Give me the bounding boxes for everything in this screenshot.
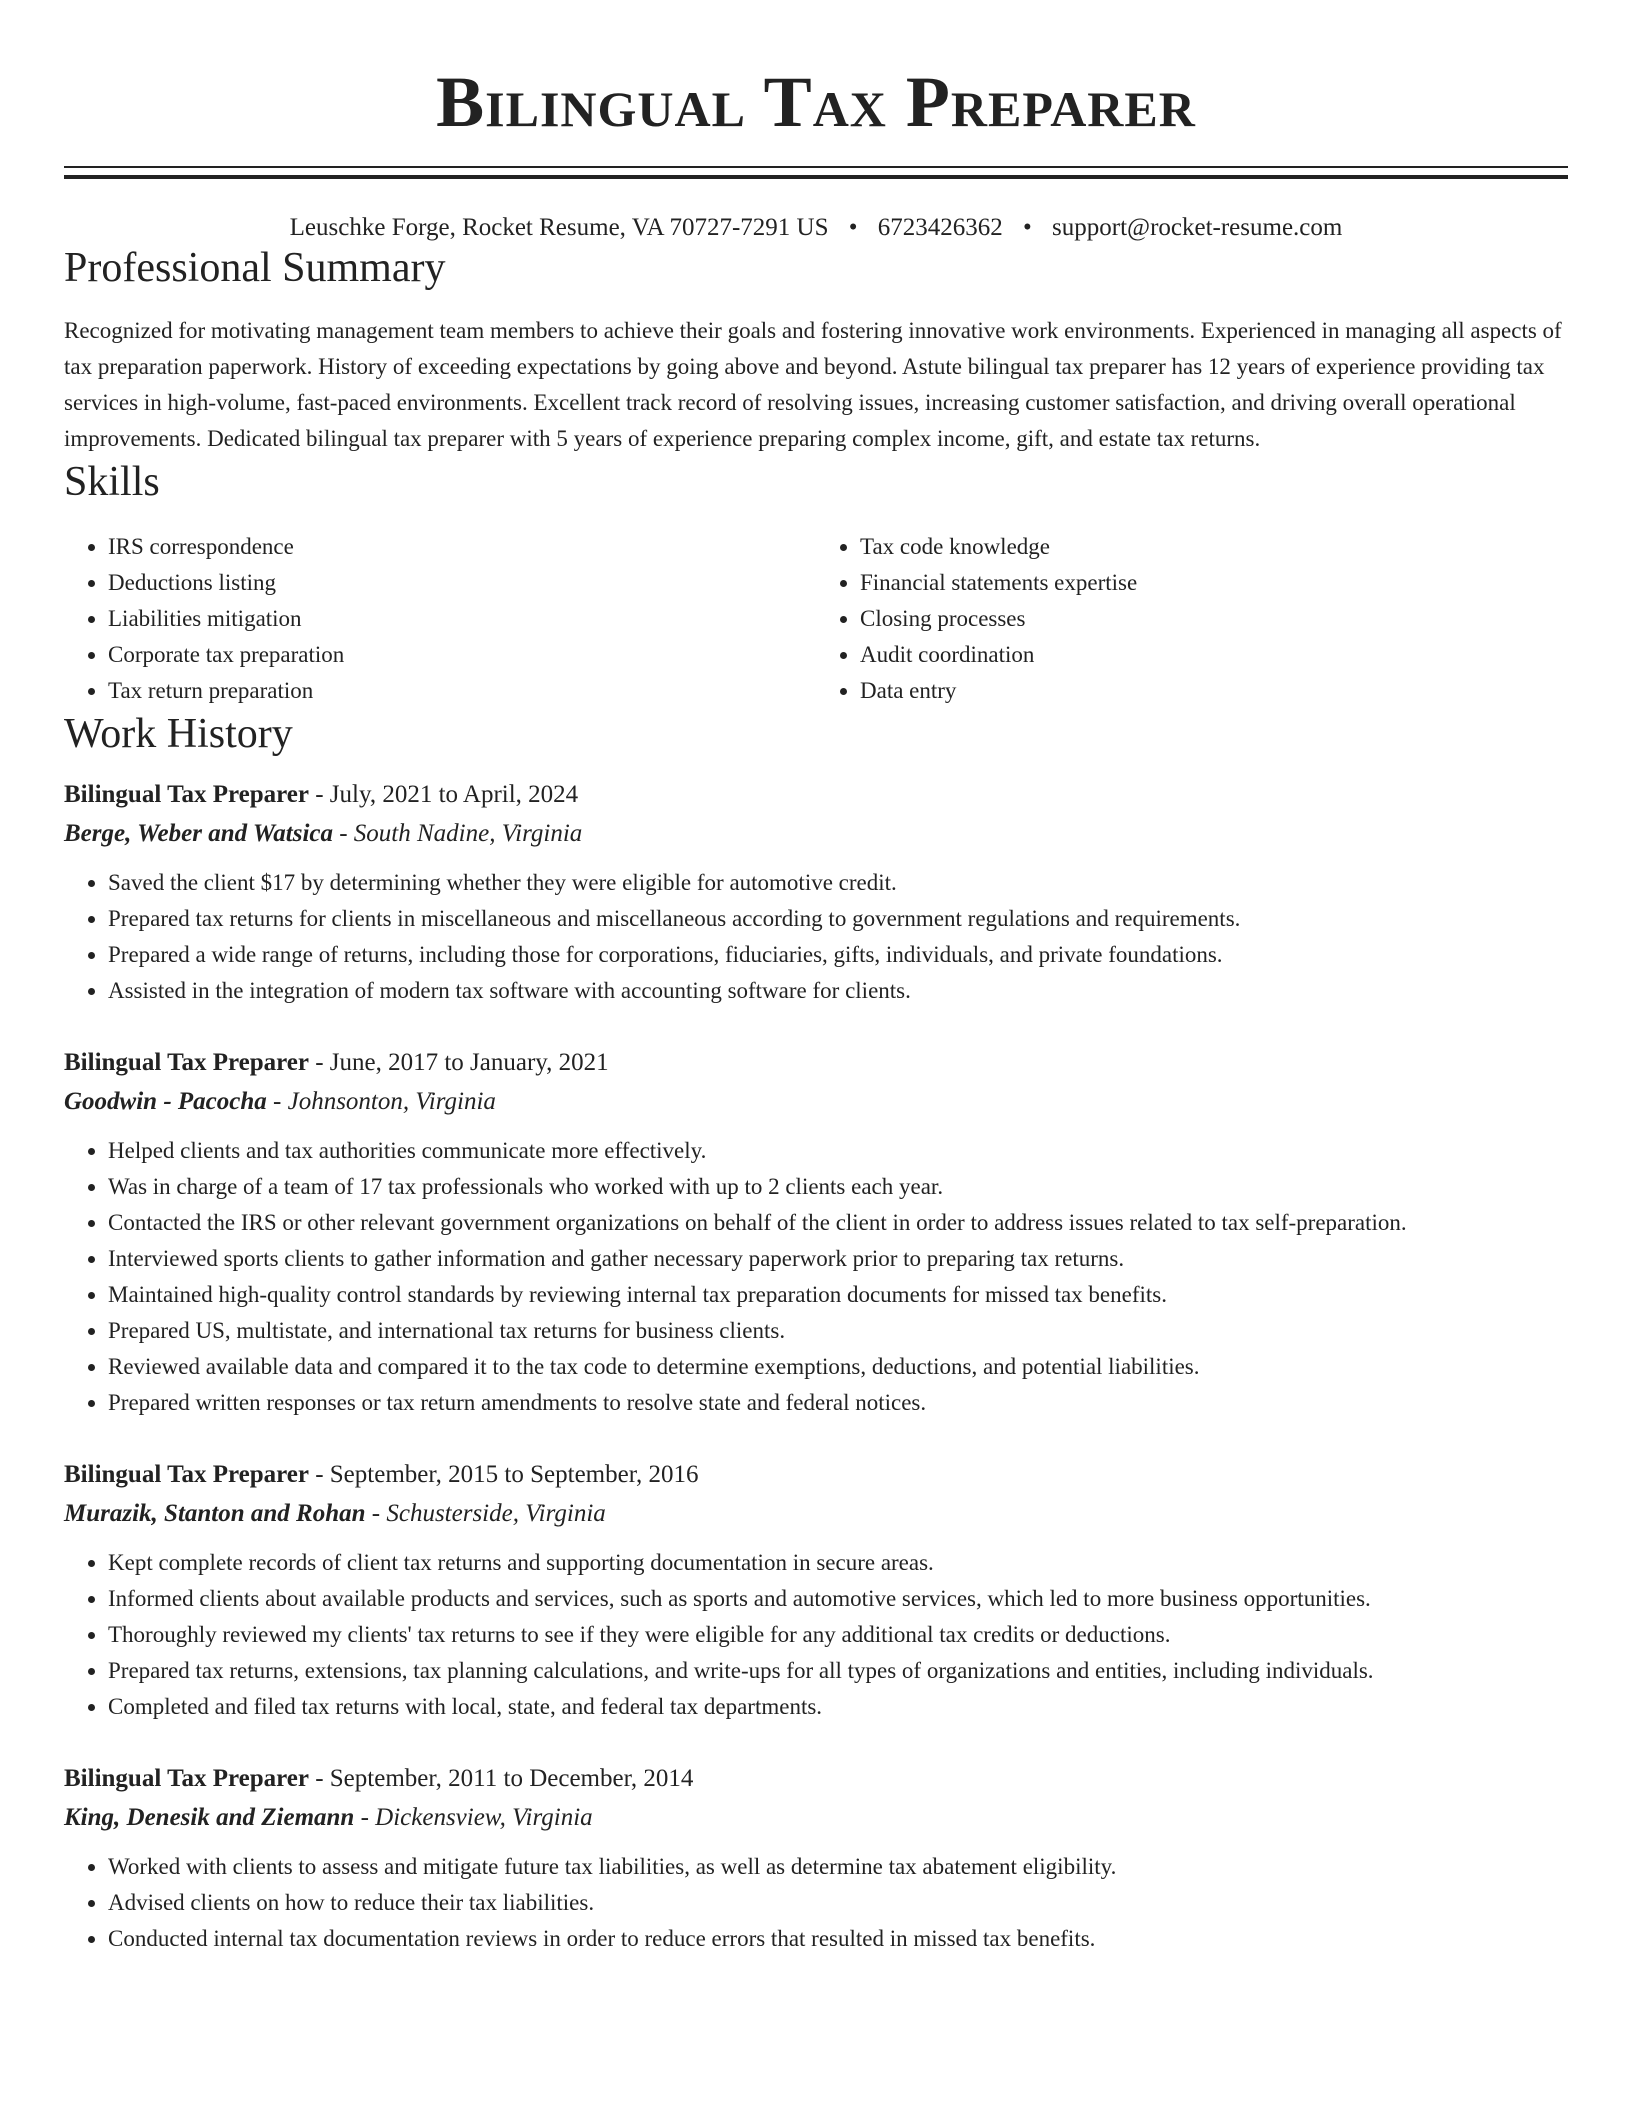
job-dates: - July, 2021 to April, 2024	[308, 781, 579, 808]
job-title-line	[64, 1759, 1568, 1799]
job-bullet: • Maintained high-quality control standards by reviewing internal tax preparation documents for missed tax benefits.	[108, 1277, 1568, 1313]
job-title-line	[64, 1455, 1568, 1495]
job-bullet: • Worked with clients to assess and mitigate future tax liabilities, as well as determine tax abatement eligibility.	[108, 1849, 1568, 1885]
skill-item: • Liabilities mitigation	[108, 601, 816, 637]
job-location: - South Nadine, Virginia	[332, 820, 583, 847]
job-company: Berge, Weber and Watsica	[64, 820, 333, 847]
job-bullet: • Interviewed sports clients to gather information and gather necessary paperwork prior to preparing tax returns.	[108, 1241, 1568, 1277]
job-title: Bilingual Tax Preparer	[64, 1461, 309, 1488]
bullet-separator: •	[848, 214, 858, 241]
summary-text: Recognized for motivating management team members to achieve their goals and fostering innovative work environments. Experienced in managing all aspects of tax preparation paperwork. History of exceeding expectations by going above and beyond. Astute bilingual tax preparer has 12 years of experience providing tax services in high-volume, fast-paced environments. Excellent track record of resolving issues, increasing customer satisfaction, and driving overall operational improvements. Dedicated bilingual tax preparer with 5 years of experience preparing complex income, gift, and estate tax returns.	[64, 318, 1562, 451]
job-bullet: • Was in charge of a team of 17 tax professionals who worked with up to 2 clients each year.	[108, 1169, 1568, 1205]
skill-item: • IRS correspondence	[108, 529, 816, 565]
job-company-line	[64, 1083, 1568, 1121]
skills-column-right	[816, 529, 1568, 709]
job-bullet: • Prepared written responses or tax return amendments to resolve state and federal notices.	[108, 1385, 1568, 1421]
job-company: King, Denesik and Ziemann	[64, 1804, 355, 1831]
skill-item: • Audit coordination	[860, 637, 1568, 673]
skill-item: • Closing processes	[860, 601, 1568, 637]
job-location: - Dickensview, Virginia	[354, 1804, 593, 1831]
job-bullet: • Prepared US, multistate, and international tax returns for business clients.	[108, 1313, 1568, 1349]
contact-phone: 6723426362	[877, 214, 1003, 241]
job-bullet: • Informed clients about available products and services, such as sports and automotive services, which led to more business opportunities.	[108, 1581, 1568, 1617]
job-bullets	[64, 1133, 1568, 1421]
skills-heading: Skills	[64, 459, 160, 505]
job-bullet: • Contacted the IRS or other relevant government organizations on behalf of the client in order to address issues related to tax self-preparation.	[108, 1205, 1568, 1241]
job-company: Murazik, Stanton and Rohan	[64, 1500, 366, 1527]
job-dates: - September, 2015 to September, 2016	[308, 1461, 699, 1488]
work-history-heading: Work History	[64, 711, 293, 757]
skill-item: • Deductions listing	[108, 565, 816, 601]
job-bullets	[64, 865, 1568, 1009]
skill-item: • Tax return preparation	[108, 673, 816, 709]
header-rule-thin	[64, 166, 1568, 168]
job-title: Bilingual Tax Preparer	[64, 781, 309, 808]
job-entry	[64, 1455, 1568, 1725]
job-bullet: • Prepared tax returns, extensions, tax planning calculations, and write-ups for all types of organizations and entities, including individuals.	[108, 1653, 1568, 1689]
job-dates: - September, 2011 to December, 2014	[308, 1765, 694, 1792]
resume-name: Bilingual Tax Preparer	[436, 62, 1196, 142]
job-bullet: • Kept complete records of client tax returns and supporting documentation in secure areas.	[108, 1545, 1568, 1581]
job-bullet: • Prepared a wide range of returns, including those for corporations, fiduciaries, gifts, individuals, and private foundations.	[108, 937, 1568, 973]
job-bullet: • Assisted in the integration of modern tax software with accounting software for clients.	[108, 973, 1568, 1009]
job-bullet: • Saved the client $17 by determining whether they were eligible for automotive credit.	[108, 865, 1568, 901]
contact-line	[64, 213, 1568, 243]
job-bullet: • Conducted internal tax documentation reviews in order to reduce errors that resulted in missed tax benefits.	[108, 1921, 1568, 1957]
job-entry	[64, 1759, 1568, 1957]
job-title-line	[64, 1043, 1568, 1083]
job-bullet: • Prepared tax returns for clients in miscellaneous and miscellaneous according to government regulations and requirements.	[108, 901, 1568, 937]
job-bullets	[64, 1545, 1568, 1725]
contact-email: support@rocket-resume.com	[1052, 214, 1343, 241]
header-rule-thick	[64, 175, 1568, 179]
job-company-line	[64, 1495, 1568, 1533]
job-entry	[64, 1043, 1568, 1421]
job-title: Bilingual Tax Preparer	[64, 1765, 309, 1792]
job-entry	[64, 775, 1568, 1009]
skill-item: • Data entry	[860, 673, 1568, 709]
contact-address: Leuschke Forge, Rocket Resume, VA 70727-7291 US	[289, 214, 829, 241]
job-bullet: • Helped clients and tax authorities communicate more effectively.	[108, 1133, 1568, 1169]
job-company-line	[64, 1799, 1568, 1837]
job-bullet: • Completed and filed tax returns with local, state, and federal tax departments.	[108, 1689, 1568, 1725]
job-bullet: • Thoroughly reviewed my clients' tax returns to see if they were eligible for any additional tax credits or deductions.	[108, 1617, 1568, 1653]
summary-heading: Professional Summary	[64, 245, 446, 291]
job-location: - Schusterside, Virginia	[365, 1500, 606, 1527]
skill-item: • Tax code knowledge	[860, 529, 1568, 565]
skills-list	[64, 529, 1568, 709]
job-dates: - June, 2017 to January, 2021	[308, 1049, 609, 1076]
bullet-separator: •	[1023, 214, 1032, 241]
job-company: Goodwin - Pacocha	[64, 1088, 267, 1115]
job-bullets	[64, 1849, 1568, 1957]
skill-item: • Corporate tax preparation	[108, 637, 816, 673]
job-location: - Johnsonton, Virginia	[266, 1088, 496, 1115]
job-bullet: • Reviewed available data and compared it to the tax code to determine exemptions, deductions, and potential liabilities.	[108, 1349, 1568, 1385]
job-title-line	[64, 775, 1568, 815]
job-bullet: • Advised clients on how to reduce their tax liabilities.	[108, 1885, 1568, 1921]
job-company-line	[64, 815, 1568, 853]
skills-column-left	[64, 529, 816, 709]
job-title: Bilingual Tax Preparer	[64, 1049, 309, 1076]
skill-item: • Financial statements expertise	[860, 565, 1568, 601]
